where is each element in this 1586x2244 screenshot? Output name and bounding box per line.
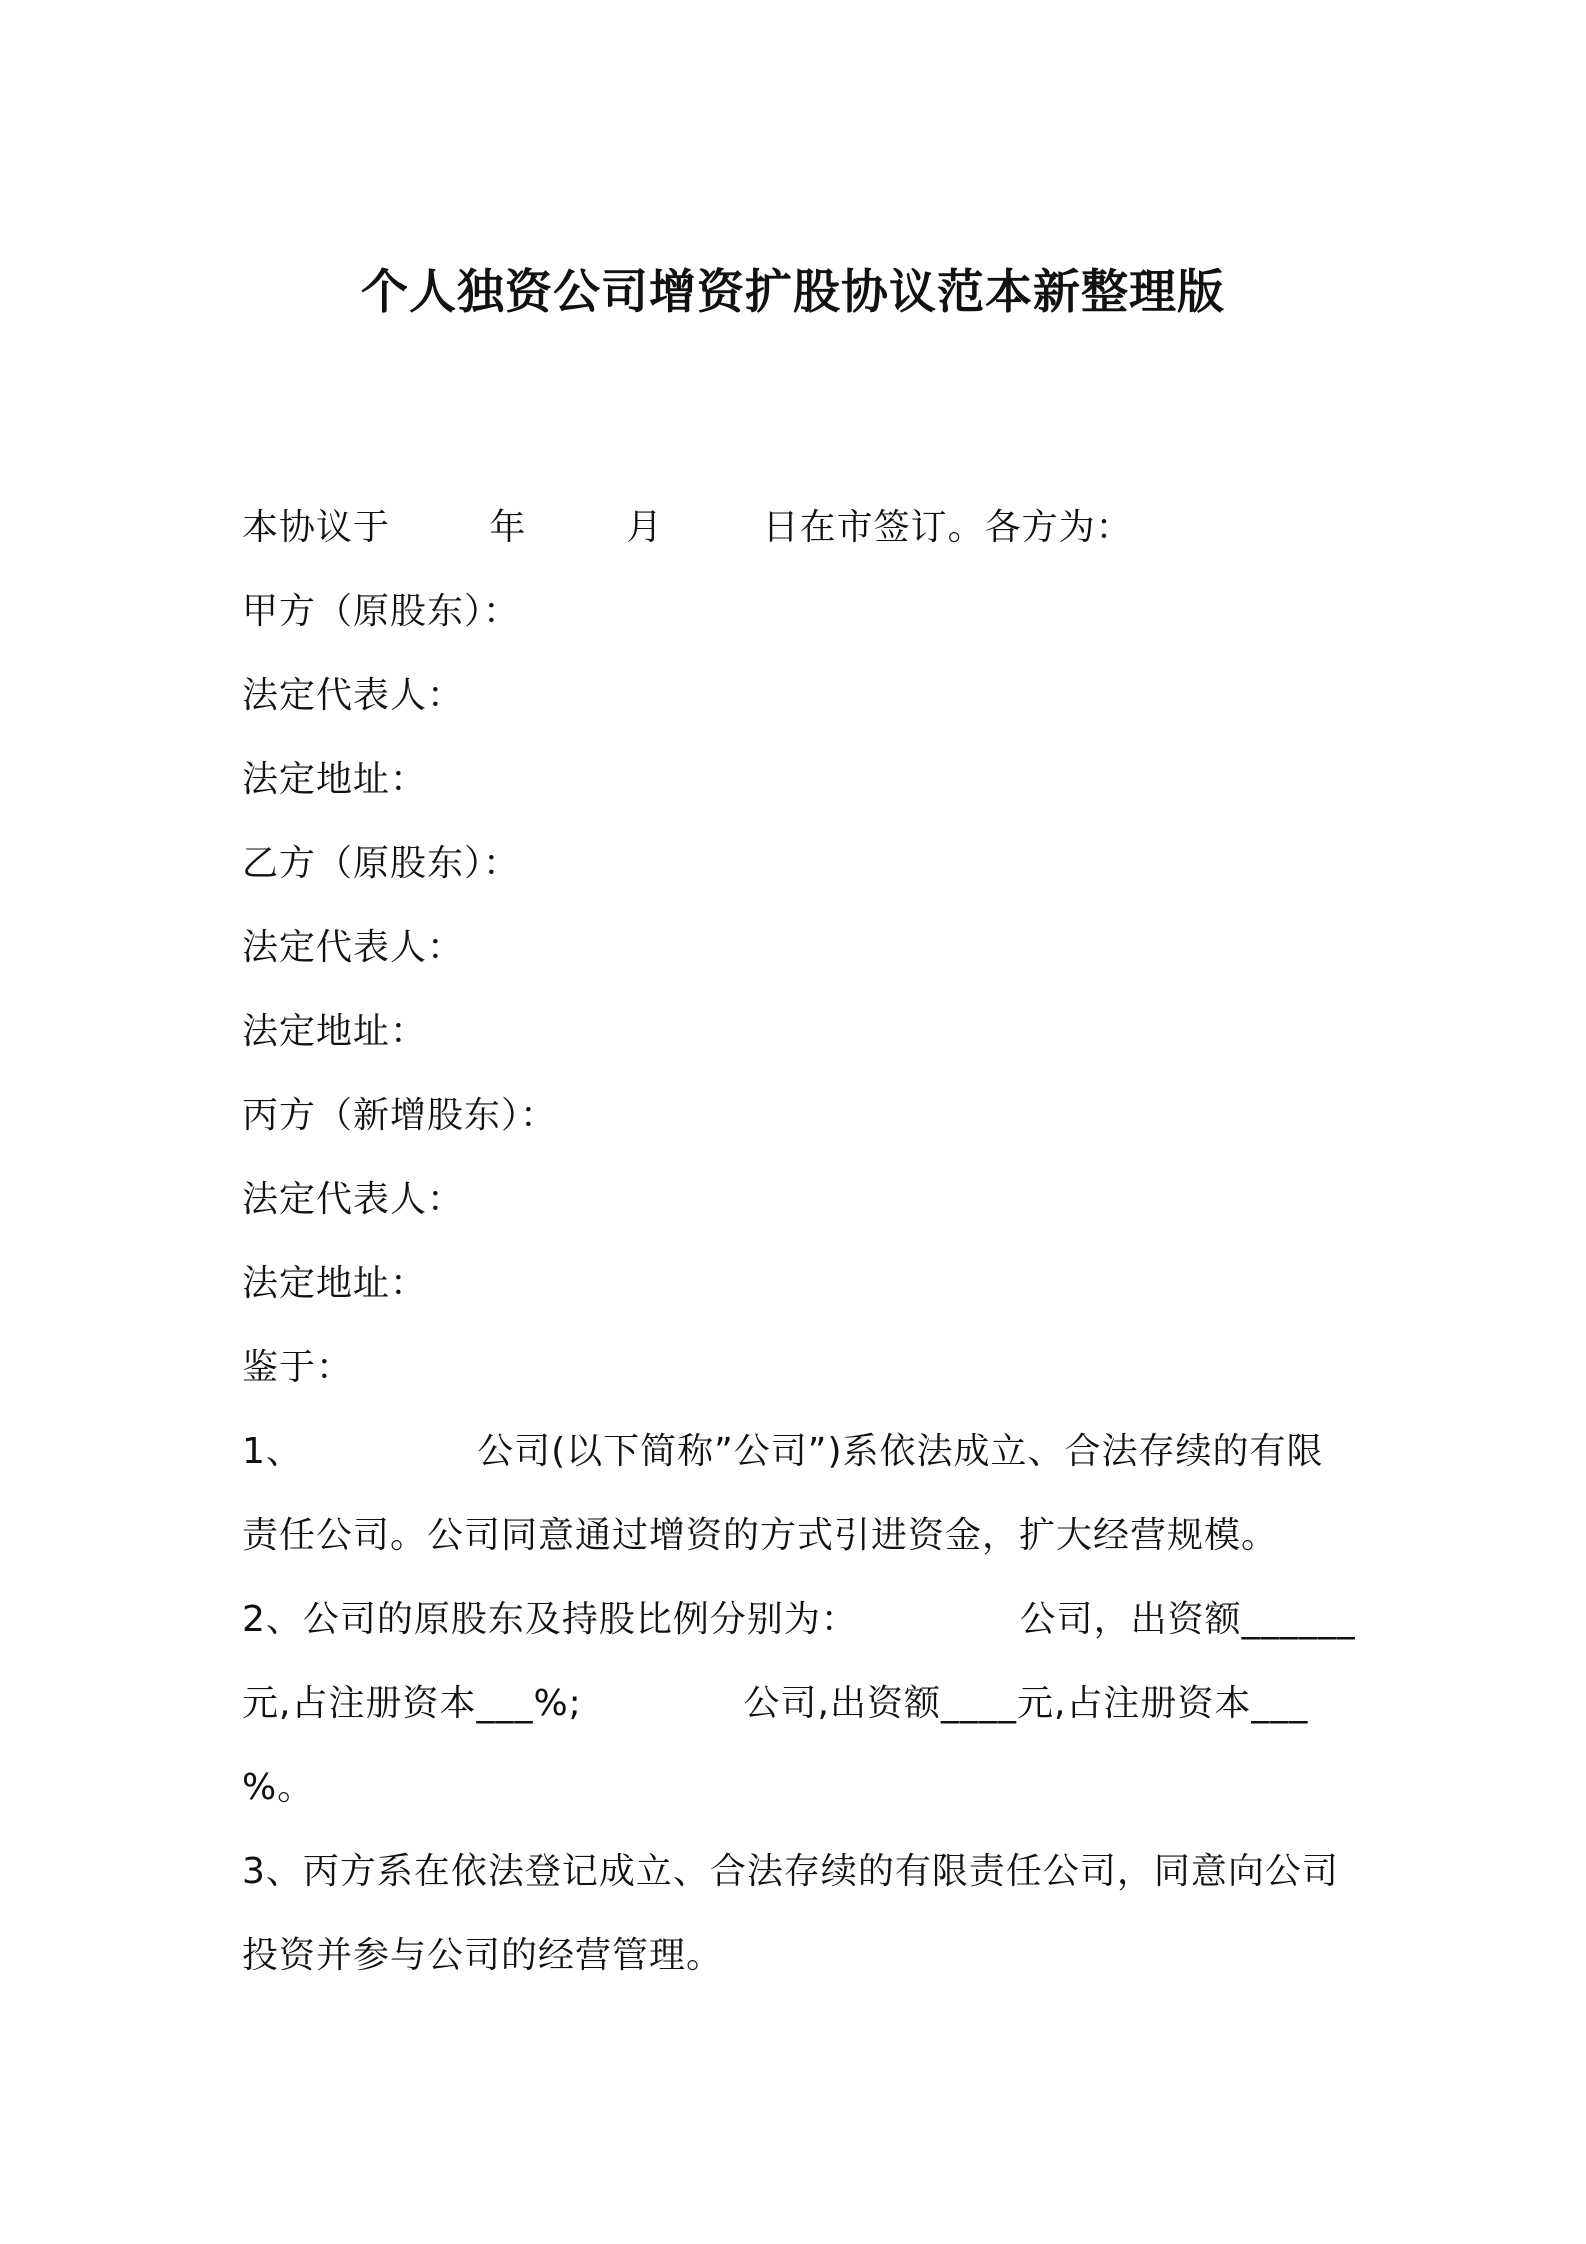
document-title: 个人独资公司增资扩股协议范本新整理版 xyxy=(361,265,1225,320)
party-a-address: 法定地址： xyxy=(242,759,428,800)
clause-2-line-3: %。 xyxy=(242,1767,315,1808)
clause-1-line-1: 1、 公司(以下简称”公司”)系依法成立、合法存续的有限 xyxy=(242,1431,1324,1472)
clause-3-line-1: 3、丙方系在依法登记成立、合法存续的有限责任公司，同意向公司 xyxy=(242,1851,1339,1892)
party-a-heading: 甲方（原股东）： xyxy=(242,591,521,632)
clause-2-line-1: 2、公司的原股东及持股比例分别为： 公司，出资额______ xyxy=(242,1599,1356,1640)
clause-2-line-2: 元,占注册资本___%; 公司,出资额____元,占注册资本___ xyxy=(242,1683,1309,1724)
party-c-legal-rep: 法定代表人： xyxy=(242,1179,465,1220)
clause-3-line-2: 投资并参与公司的经营管理。 xyxy=(242,1935,724,1976)
whereas-heading: 鉴于： xyxy=(242,1347,354,1388)
agreement-date-line: 本协议于 年 月 日在市签订。各方为： xyxy=(242,507,1133,548)
party-b-address: 法定地址： xyxy=(242,1011,428,1052)
party-a-legal-rep: 法定代表人： xyxy=(242,675,465,716)
party-c-address: 法定地址： xyxy=(242,1263,428,1304)
clause-1-line-2: 责任公司。公司同意通过增资的方式引进资金，扩大经营规模。 xyxy=(242,1515,1279,1556)
party-b-legal-rep: 法定代表人： xyxy=(242,927,465,968)
party-c-heading: 丙方（新增股东）： xyxy=(242,1095,558,1136)
party-b-heading: 乙方（原股东）： xyxy=(242,843,521,884)
